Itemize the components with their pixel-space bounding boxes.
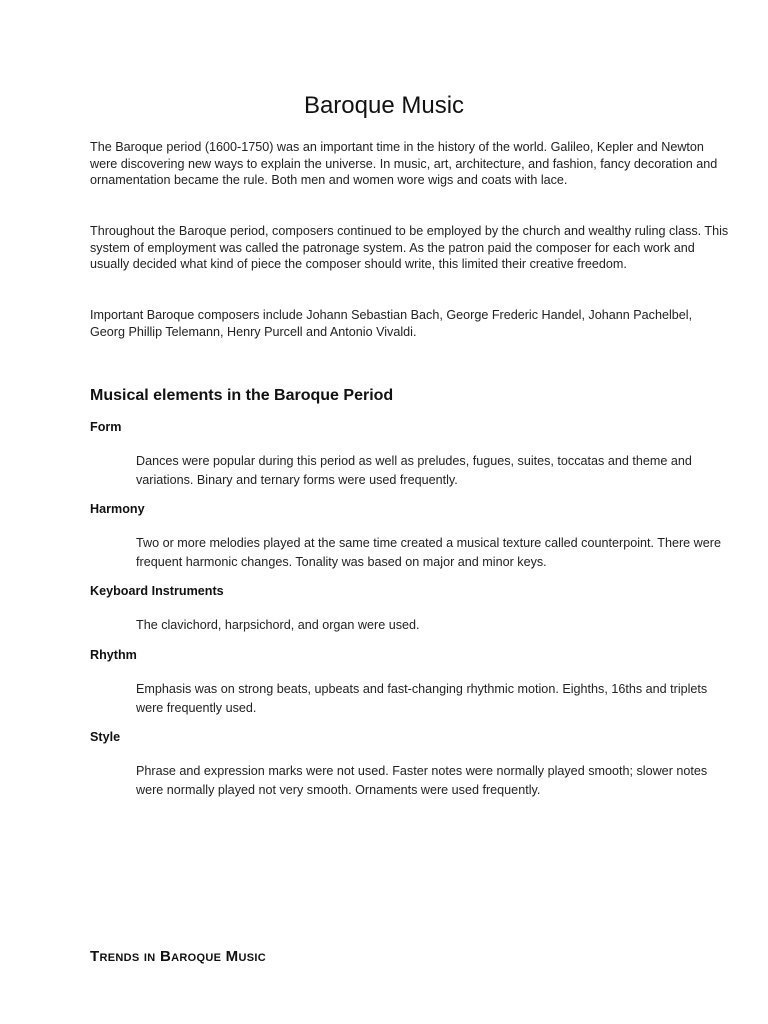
element-heading-keyboard-instruments: Keyboard Instruments <box>90 584 224 598</box>
trends-heading: Trends in Baroque Music <box>90 948 266 965</box>
element-text-rhythm: Emphasis was on strong beats, upbeats and fast-changing rhythmic motion. Eighths, 16ths and triplets were frequently used. <box>136 682 708 715</box>
intro-paragraph: The Baroque period (1600-1750) was an important time in the history of the world. Galileo, Kepler and Newton were discovering new ways to explain the universe. In music, art, architecture, and fashion, fancy decoration and ornamentation became the rule. Both men and women wore wigs and coats with lace. <box>90 140 718 187</box>
element-text-style: Phrase and expression marks were not used. Faster notes were normally played smooth; slower notes were normally played not very smooth. Ornaments were used frequently. <box>136 764 708 797</box>
element-heading-form: Form <box>90 420 122 434</box>
page-title: Baroque Music <box>303 92 465 119</box>
element-text-keyboard-instruments: The clavichord, harpsichord, and organ were used. <box>136 618 420 632</box>
element-text-form: Dances were popular during this period as well as preludes, fugues, suites, toccatas and theme and variations. Binary and ternary forms were used frequently. <box>136 454 692 487</box>
element-heading-harmony: Harmony <box>90 502 145 516</box>
composers-paragraph: Important Baroque composers include Johann Sebastian Bach, George Frederic Handel, Johann Pachelbel, Georg Phillip Telemann, Henry Purcell and Antonio Vivaldi. <box>90 308 693 339</box>
section-heading: Musical elements in the Baroque Period <box>90 387 394 404</box>
element-heading-style: Style <box>90 730 121 744</box>
element-text-harmony: Two or more melodies played at the same time created a musical texture called counterpoint. There were frequent harmonic changes. Tonality was based on major and minor keys. <box>136 536 721 569</box>
element-heading-rhythm: Rhythm <box>90 648 137 662</box>
patronage-paragraph: Throughout the Baroque period, composers continued to be employed by the church and wealthy ruling class. This system of employment was called the patronage system. As the patron paid the composer for each work and usually decided what kind of piece the composer should write, this limited their creative freedom. <box>90 224 729 271</box>
